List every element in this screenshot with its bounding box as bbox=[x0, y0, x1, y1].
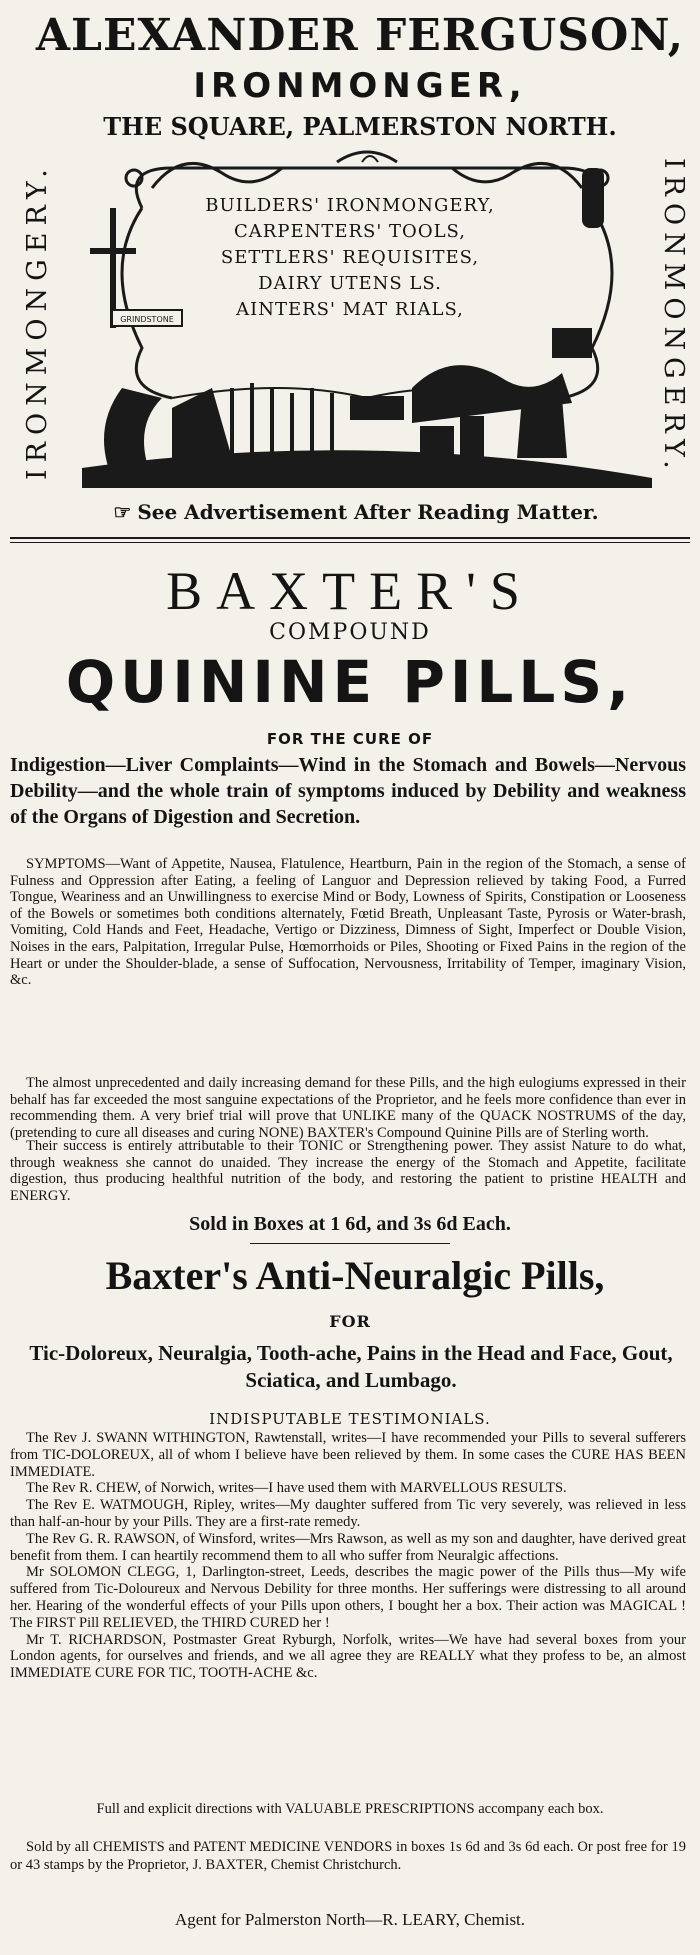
list-item: SETTLERS' REQUISITES, bbox=[220, 247, 480, 268]
see-advertisement-note bbox=[36, 500, 676, 524]
pointing-hand-icon: ☞ bbox=[113, 500, 132, 524]
divider bbox=[10, 542, 690, 543]
compound-label: COMPOUND bbox=[269, 620, 431, 645]
list-item: BUILDERS' IRONMONGERY, bbox=[205, 195, 495, 216]
testimonial: Mr SOLOMON CLEGG, 1, Darlington-street, Leeds, describes the magic power of the Pills thus—My wife suffered from Tic-Doloureux and Nervous Debility for three months. Her sufferings were distressing to all around her. Hearing of the wonderful effects of your Pills upon others, I bought her a box. Their action was MAGICAL ! The FIRST Pill RELIEVED, the THIRD CURED her ! bbox=[10, 1564, 686, 1631]
see-advertisement-text: See Advertisement After Reading Matter. bbox=[137, 500, 599, 524]
testimonial: The Rev J. SWANN WITHINGTON, Rawtenstall, writes—I have recommended your Pills to several sufferers from TIC-DOLOREUX, all of whom I believe have been relieved by them. In some cases the CURE HAS BEEN IMMEDIATE. bbox=[10, 1430, 686, 1480]
symptoms-paragraph: SYMPTOMS—Want of Appetite, Nausea, Flatulence, Heartburn, Pain in the region of the Stomach, a sense of Fulness and Oppression after Eating, a feeling of Languor and Depression relieved by taking Food, a Furred Tongue, Weariness and an Unwillingness to exercise Mind or Body, Lowness of Spirits, Constipation or Looseness of the Bowels or sometimes both conditions alternately, Fœtid Breath, Unpleasant Taste, Pyrosis or Water-brash, Vomiting, Cold Hands and Feet, Headache, Vertigo or Dizziness, Dimness of Sight, Imperfect or Double Vision, Noises in the ears, Palpitation, Irregular Pulse, Hœmorrhoids or Piles, Shooting or Fixed Pains in the region of the Heart or under the Shoulder-blade, a sense of Suffocation, Nervousness, Irritability of Temper, imaginary Vision, &c. bbox=[10, 856, 686, 989]
divider bbox=[250, 1243, 450, 1244]
success-paragraph: Their success is entirely attributable to their TONIC or Strengthening power. They assist Nature to do what, through weakness she cannot do unaided. They increase the energy of the Stomach and Appetite, facilitate digestion, thus producing healthful nutrition of the body, and restoring the patient to pristine HEALTH and ENERGY. bbox=[10, 1138, 686, 1204]
neuralgic-title: Baxter's Anti-Neuralgic Pills, bbox=[105, 1253, 605, 1298]
side-label-left: IRONMONGERY. bbox=[22, 162, 53, 480]
advertiser-address: THE SQUARE, PALMERSTON NORTH. bbox=[103, 112, 617, 141]
sold-by-paragraph: Sold by all CHEMISTS and PATENT MEDICINE VENDORS in boxes 1s 6d and 3s 6d each. Or post free for 19 or 43 stamps by the Proprietor, J. BAXTER, Chemist Christchurch. bbox=[10, 1839, 686, 1873]
testimonials-list bbox=[10, 1430, 686, 1682]
advertiser-trade: IRONMONGER, bbox=[193, 66, 527, 106]
grindstone-label: GRINDSTONE bbox=[120, 315, 174, 324]
demand-paragraph: The almost unprecedented and daily increasing demand for these Pills, and the high eulogiums expressed in their behalf has far exceeded the most sanguine expectations of the Proprietor, and he feels more confidence than ever in recommending them. A very brief trial will prove that UNLIKE many of the QUACK NOSTRUMS of the day, (pretending to cure all diseases and curing NONE) BAXTER's Compound Quinine Pills are of Sterling worth. bbox=[10, 1075, 686, 1141]
directions-line: Full and explicit directions with VALUABLE PRESCRIPTIONS accompany each box. bbox=[96, 1801, 604, 1817]
list-item: DAIRY UTENS LS. bbox=[258, 273, 442, 294]
price-line: Sold in Boxes at 1 6d, and 3s 6d Each. bbox=[189, 1213, 511, 1235]
list-item: CARPENTERS' TOOLS, bbox=[234, 221, 466, 242]
testimonials-heading: INDISPUTABLE TESTIMONIALS. bbox=[209, 1410, 491, 1428]
testimonial: The Rev E. WATMOUGH, Ripley, writes—My daughter suffered from Tic very severely, was relieved in less than half-an-hour by your Pills. They are a first-rate remedy. bbox=[10, 1497, 686, 1530]
indications-text: Indigestion—Liver Complaints—Wind in the Stomach and Bowels—Nervous Debility—and the whole train of symptoms induced by Debility and weakness of the Organs of Digestion and Secretion. bbox=[10, 754, 686, 828]
divider bbox=[10, 537, 690, 539]
for-cure-label: FOR THE CURE OF bbox=[266, 730, 434, 748]
testimonial: Mr T. RICHARDSON, Postmaster Great Ryburgh, Norfolk, writes—We have had several boxes from your London agents, for ourselves and friends, and we all agree they are REALLY what they profess to be, an almost IMMEDIATE CURE FOR TIC, TOOTH-ACHE &c. bbox=[10, 1631, 686, 1682]
product-title: QUININE PILLS, bbox=[65, 648, 635, 716]
side-label-right: IRONMONGERY. bbox=[658, 158, 689, 476]
advertiser-name: ALEXANDER FERGUSON, bbox=[35, 10, 685, 61]
agent-line: Agent for Palmerston North—R. LEARY, Chemist. bbox=[174, 1910, 526, 1929]
maker-heading: BAXTER'S bbox=[166, 561, 534, 621]
for-label: FOR bbox=[329, 1312, 371, 1331]
testimonial: The Rev G. R. RAWSON, of Winsford, writes—Mrs Rawson, as well as my son and daughter, have derived great benefit from them. I can heartily recommend them to all who suffer from Neuralgic affections. bbox=[10, 1530, 686, 1564]
testimonial: The Rev R. CHEW, of Norwich, writes—I have used them with MARVELLOUS RESULTS. bbox=[26, 1480, 567, 1497]
list-item: AINTERS' MAT RIALS, bbox=[236, 299, 464, 320]
neuralgic-indications: Tic-Doloreux, Neuralgia, Tooth-ache, Pains in the Head and Face, Gout, Sciatica, and Lumbago. bbox=[29, 1341, 673, 1392]
